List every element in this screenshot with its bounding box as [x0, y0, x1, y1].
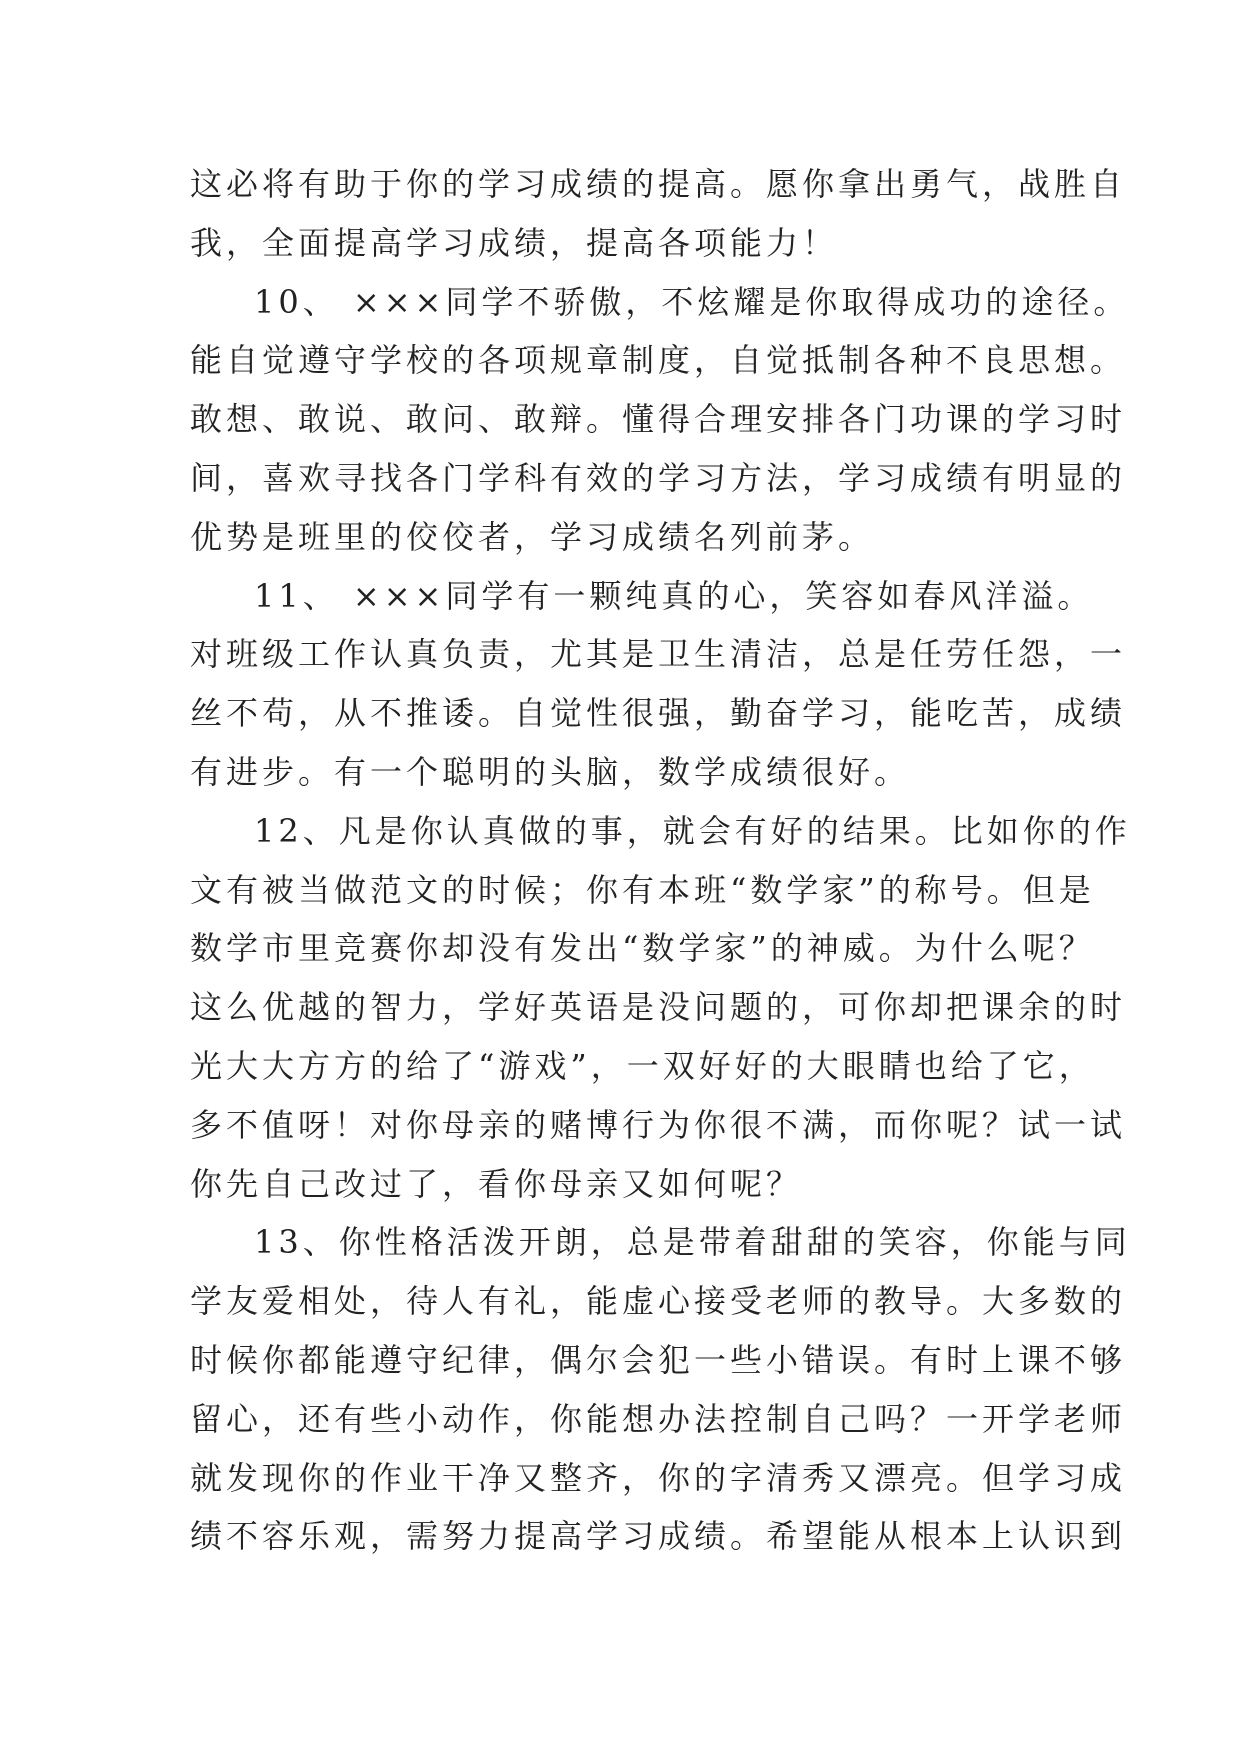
text-line: 绩不容乐观，需努力提高学习成绩。希望能从根本上认识到: [190, 1517, 1127, 1556]
text-line: 光大大方方的给了“游戏”，一双好好的大眼睛也给了它，: [190, 1046, 1095, 1085]
text-line: 多不值呀！对你母亲的赌博行为你很不满，而你呢？试一试: [190, 1105, 1127, 1144]
text-line: 文有被当做范文的时候；你有本班“数学家”的称号。但是: [190, 870, 1095, 909]
text-line: 就发现你的作业干净又整齐，你的字清秀又漂亮。但学习成: [190, 1458, 1127, 1497]
text-line: 敢想、敢说、敢问、敢辩。懂得合理安排各门功课的学习时: [190, 400, 1127, 439]
paragraph-start-10: 10、 ×××同学不骄傲，不炫耀是你取得成功的途径。: [254, 282, 1130, 321]
text-line: 数学市里竞赛你却没有发出“数学家”的神威。为什么呢？: [190, 929, 1095, 968]
paragraph-start-11: 11、 ×××同学有一颗纯真的心，笑容如春风洋溢。: [254, 576, 1094, 615]
text-line: 有进步。有一个聪明的头脑，数学成绩很好。: [190, 752, 911, 791]
text-line: 学友爱相处，待人有礼，能虚心接受老师的教导。大多数的: [190, 1282, 1127, 1321]
text-line: 你先自己改过了，看你母亲又如何呢？: [190, 1164, 803, 1203]
paragraph-start-12: 12、凡是你认真做的事，就会有好的结果。比如你的作: [254, 811, 1131, 850]
text-line: 优势是班里的佼佼者，学习成绩名列前茅。: [190, 517, 875, 556]
paragraph-start-13: 13、你性格活泼开朗，总是带着甜甜的笑容，你能与同: [254, 1223, 1131, 1262]
document-body: [190, 155, 1131, 1566]
text-line: 时候你都能遵守纪律，偶尔会犯一些小错误。有时上课不够: [190, 1340, 1127, 1379]
text-line: 间，喜欢寻找各门学科有效的学习方法，学习成绩有明显的: [190, 458, 1127, 497]
text-line: 这必将有助于你的学习成绩的提高。愿你拿出勇气，战胜自: [190, 165, 1127, 203]
text-line: 丝不苟，从不推诿。自觉性很强，勤奋学习，能吃苦，成绩: [190, 694, 1127, 733]
text-line: 对班级工作认真负责，尤其是卫生清洁，总是任劳任怨，一: [190, 635, 1127, 674]
text-line: 能自觉遵守学校的各项规章制度，自觉抵制各种不良思想。: [190, 341, 1127, 380]
text-line: 我，全面提高学习成绩，提高各项能力！: [190, 223, 839, 262]
text-line: 留心，还有些小动作，你能想办法控制自己吗？一开学老师: [190, 1399, 1127, 1438]
text-line: 这么优越的智力，学好英语是没问题的，可你却把课余的时: [190, 988, 1127, 1027]
